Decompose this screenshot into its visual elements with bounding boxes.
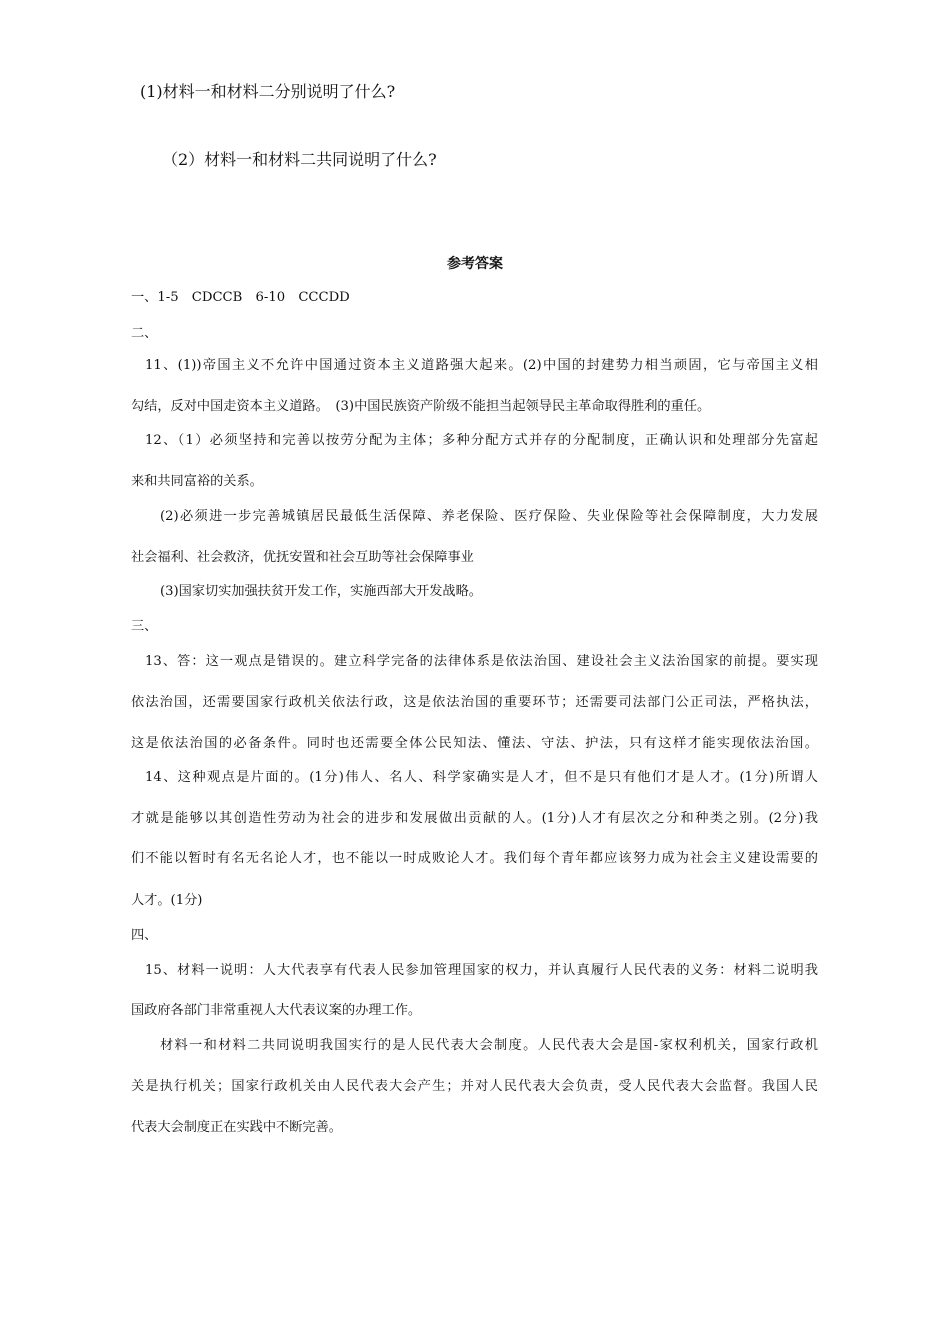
- answer-12-line-1: 12、（1）必须坚持和完善以按劳分配为主体；多种分配方式并存的分配制度，正确认识和处理部分先富起: [145, 433, 818, 448]
- answer-11-line-1: 11、(1))帝国主义不允许中国通过资本主义道路强大起来。(2)中国的封建势力相当顽固，它与帝国主义相: [145, 358, 818, 373]
- answer-14-line-3: 们不能以暂时有名无名论人才，也不能以一时成败论人才。我们每个青年都应该努力成为社会主义建设需要的: [131, 851, 818, 866]
- answer-11-line-2: 勾结，反对中国走资本主义道路。 (3)中国民族资产阶级不能担当起领导民主革命取得胜利的重任。: [131, 399, 711, 414]
- answer-15-line-5: 代表大会制度正在实践中不断完善。: [131, 1120, 342, 1135]
- section-1-answers: 一、1-5 CDCCB 6-10 CCCDD: [131, 290, 350, 305]
- answer-13-line-1: 13、答：这一观点是错误的。建立科学完备的法律体系是依法治国、建设社会主义法治国家的前提。要实现: [145, 654, 818, 669]
- question-2: （2）材料一和材料二共同说明了什么?: [162, 150, 437, 169]
- answer-12-line-2: 来和共同富裕的关系。: [131, 474, 263, 489]
- answer-14-line-1: 14、这种观点是片面的。(1分)伟人、名人、科学家确实是人才，但不是只有他们才是人才。(1分)所谓人: [145, 770, 818, 785]
- answer-15-line-3: 材料一和材料二共同说明我国实行的是人民代表大会制度。人民代表大会是国-家权利机关，国家行政机: [160, 1038, 818, 1053]
- section-2-heading: 二、: [131, 326, 158, 341]
- answer-13-line-2: 依法治国，还需要国家行政机关依法行政，这是依法治国的重要环节；还需要司法部门公正司法，严格执法，: [131, 695, 818, 710]
- answer-14-line-2: 才就是能够以其创造性劳动为社会的进步和发展做出贡献的人。(1分)人才有层次之分和种类之别。(2分)我: [131, 811, 818, 826]
- answer-15-line-4: 关是执行机关；国家行政机关由人民代表大会产生；并对人民代表大会负责，受人民代表大会监督。我国人民: [131, 1079, 818, 1094]
- answer-12-line-5: (3)国家切实加强扶贫开发工作，实施西部大开发战略。: [160, 584, 482, 599]
- section-4-heading: 四、: [131, 928, 158, 943]
- answer-15-line-2: 国政府各部门非常重视人大代表议案的办理工作。: [131, 1003, 422, 1018]
- answer-14-line-4: 人才。(1分): [131, 893, 203, 908]
- section-3-heading: 三、: [131, 619, 158, 634]
- answer-13-line-3: 这是依法治国的必备条件。同时也还需要全体公民知法、懂法、守法、护法，只有这样才能实现依法治国。: [131, 736, 818, 751]
- question-1: (1)材料一和材料二分别说明了什么?: [140, 82, 396, 101]
- answer-15-line-1: 15、材料一说明：人大代表享有代表人民参加管理国家的权力，并认真履行人民代表的义务：材料二说明我: [145, 963, 818, 978]
- answer-title: 参考答案: [447, 256, 503, 272]
- answer-12-line-3: (2)必须进一步完善城镇居民最低生活保障、养老保险、医疗保险、失业保险等社会保障制度，大力发展: [160, 509, 818, 524]
- answer-12-line-4: 社会福利、社会救济，优抚安置和社会互助等社会保障事业: [131, 550, 474, 565]
